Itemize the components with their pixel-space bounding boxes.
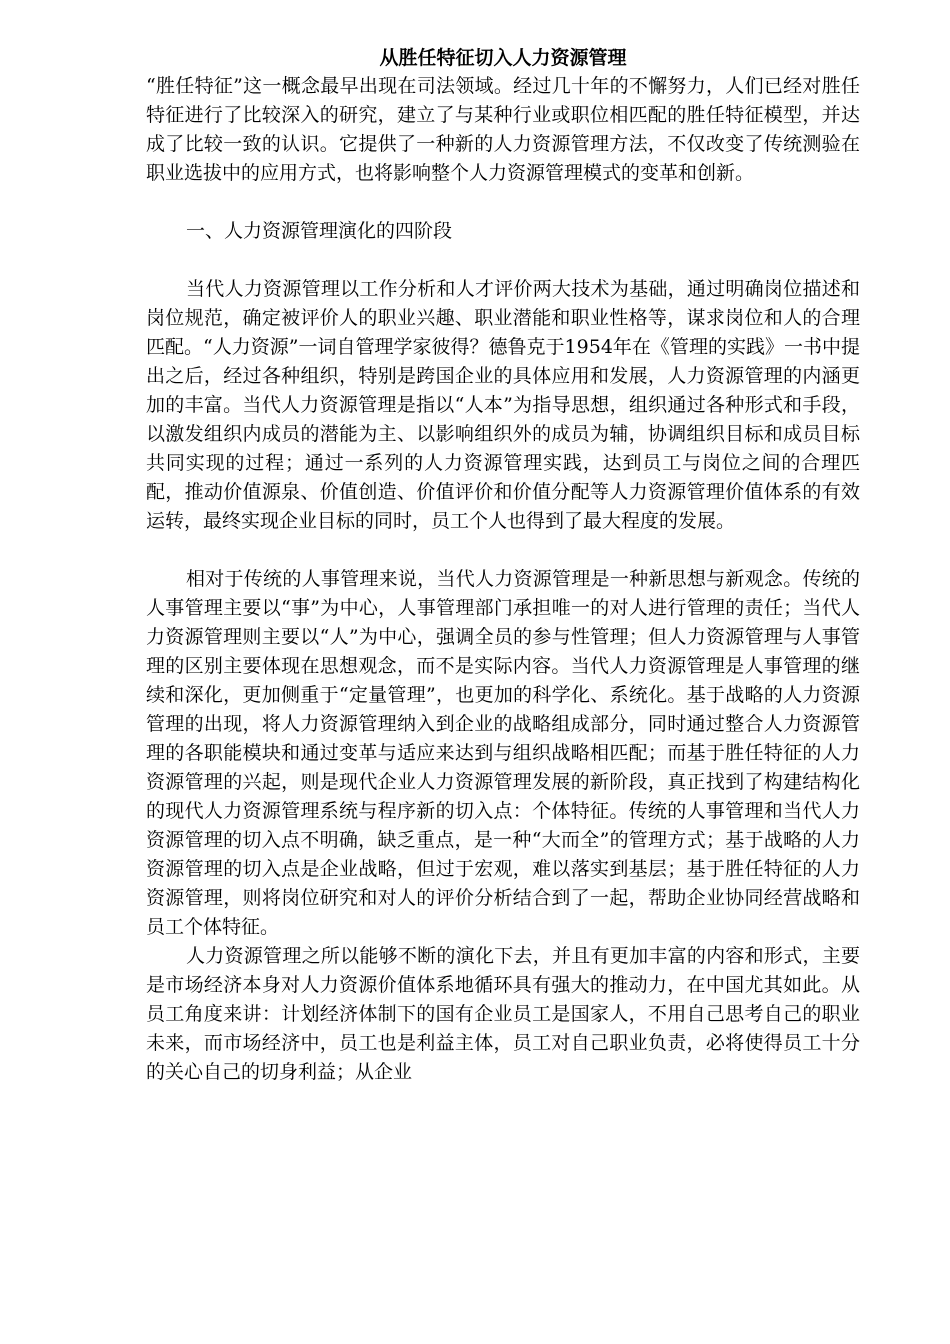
document-page: [146, 44, 860, 1087]
body-paragraph-1: 当代人力资源管理以工作分析和人才评价两大技术为基础，通过明确岗位描述和岗位规范，确定被评价人的职业兴趣、职业潜能和职业性格等，谋求岗位和人的合理匹配。“人力资源”一词自管理学家彼得？德鲁克于1954年在《管理的实践》一书中提出之后，经过各种组织，特别是跨国企业的具体应用和发展，人力资源管理的内涵更加的丰富。当代人力资源管理是指以“人本”为指导思想，组织通过各种形式和手段，以激发组织内成员的潜能为主、以影响组织外的成员为辅，协调组织目标和成员目标共同实现的过程；通过一系列的人力资源管理实践，达到员工与岗位之间的合理匹配，推动价值源泉、价值创造、价值评价和价值分配等人力资源管理价值体系的有效运转，最终实现企业目标的同时，员工个人也得到了最大程度的发展。: [146, 278, 860, 532]
paragraph-spacer: [146, 188, 860, 217]
paragraph-spacer: [146, 536, 860, 565]
intro-paragraph: “胜任特征”这一概念最早出现在司法领域。经过几十年的不懈努力，人们已经对胜任特征进行了比较深入的研究，建立了与某种行业或职位相匹配的胜任特征模型，并达成了比较一致的认识。它提供了一种新的人力资源管理方法，不仅改变了传统测验在职业选拔中的应用方式，也将影响整个人力资源管理模式的变革和创新。: [146, 75, 860, 184]
document-title: 从胜任特征切入人力资源管理: [379, 47, 627, 69]
body-paragraph-2: 相对于传统的人事管理来说，当代人力资源管理是一种新思想与新观念。传统的人事管理主要以“事”为中心，人事管理部门承担唯一的对人进行管理的责任；当代人力资源管理则主要以“人”为中心，强调全员的参与性管理；但人力资源管理与人事管理的区别主要体现在思想观念，而不是实际内容。当代人力资源管理是人事管理的继续和深化，更加侧重于“定量管理”，也更加的科学化、系统化。基于战略的人力资源管理的出现，将人力资源管理纳入到企业的战略组成部分，同时通过整合人力资源管理的各职能模块和通过变革与适应来达到与组织战略相匹配；而基于胜任特征的人力资源管理的兴起，则是现代企业人力资源管理发展的新阶段，真正找到了构建结构化的现代人力资源管理系统与程序新的切入点：个体特征。传统的人事管理和当代人力资源管理的切入点不明确，缺乏重点，是一种“大而全”的管理方式；基于战略的人力资源管理的切入点是企业战略，但过于宏观，难以落实到基层；基于胜任特征的人力资源管理，则将岗位研究和对人的评价分析结合到了一起，帮助企业协同经营战略和员工个体特征。: [146, 568, 860, 938]
body-paragraph-3: 人力资源管理之所以能够不断的演化下去，并且有更加丰富的内容和形式，主要是市场经济本身对人力资源价值体系地循环具有强大的推动力，在中国尤其如此。从员工角度来讲：计划经济体制下的国有企业员工是国家人，不用自己思考自己的职业未来，而市场经济中，员工也是利益主体，员工对自己职业负责，必将使得员工十分的关心自己的切身利益；从企业: [146, 945, 860, 1083]
paragraph-spacer: [146, 246, 860, 275]
section-heading: 一、人力资源管理演化的四阶段: [186, 220, 453, 242]
